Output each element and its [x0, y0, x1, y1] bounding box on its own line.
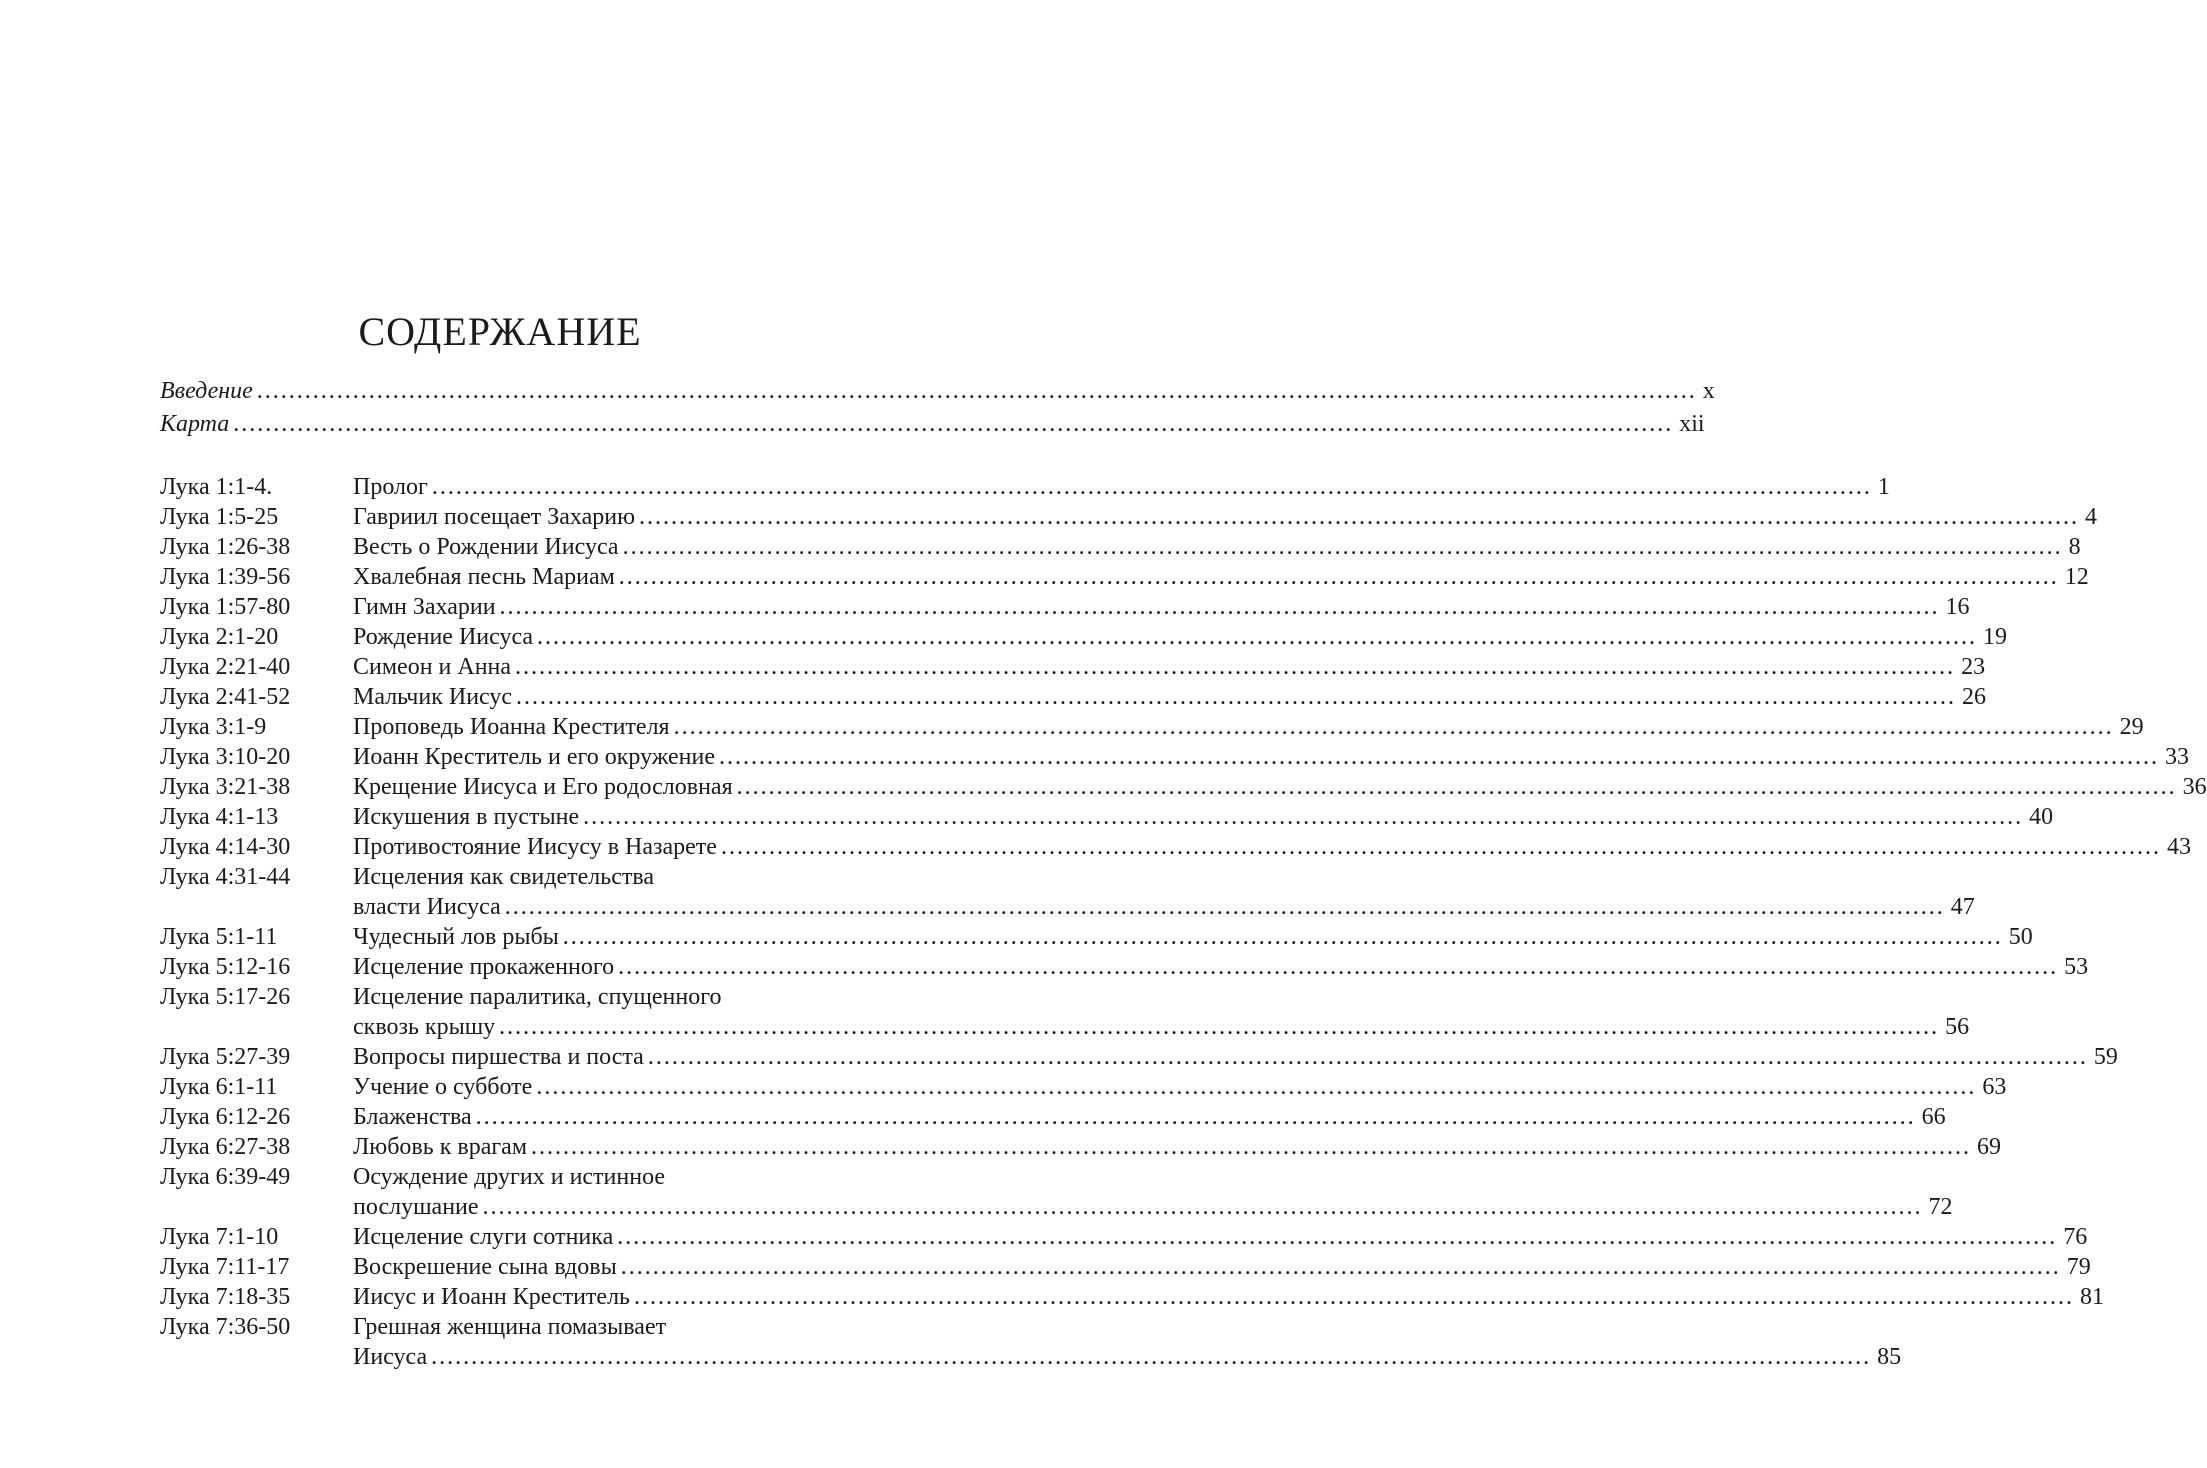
entry-title: Блаженства [353, 1104, 472, 1130]
toc-entry [160, 1252, 2091, 1282]
entry-body [353, 922, 2033, 952]
entry-title: власти Иисуса [353, 894, 501, 920]
toc-entry [160, 742, 2190, 772]
entry-body [353, 832, 2191, 862]
toc-front-entry [160, 378, 1715, 411]
entry-title-line [353, 772, 2207, 802]
dot-leader [737, 772, 2177, 802]
entry-title-line [353, 1012, 1969, 1042]
entry-page-number: 69 [1977, 1134, 2002, 1160]
toc-entry [160, 592, 1970, 622]
entry-title: Хвалебная песнь Мариам [353, 564, 615, 590]
scripture-reference: Лука 7:36-50 [160, 1314, 291, 1340]
toc-entry [160, 562, 2089, 592]
dot-leader [233, 411, 1673, 438]
entry-title: Чудесный лов рыбы [353, 924, 559, 950]
dot-leader [619, 562, 2059, 592]
entry-title-line [353, 922, 2033, 952]
entry-title-line [353, 622, 2007, 652]
entry-title-line [353, 952, 2088, 982]
front-matter-list [160, 378, 1715, 444]
entry-body [353, 502, 2097, 532]
toc-entry [160, 1312, 1902, 1372]
dot-leader [721, 832, 2161, 862]
entry-body [353, 802, 2053, 832]
entry-title-line [353, 502, 2097, 532]
entry-page-number: 43 [2166, 834, 2191, 860]
entry-title-line [353, 1072, 2006, 1102]
entry-page-number: 19 [1983, 624, 2008, 650]
dot-leader [639, 502, 2079, 532]
scripture-reference: Лука 4:31-44 [160, 864, 291, 890]
scripture-reference: Лука 1:5-25 [160, 504, 279, 530]
dot-leader [499, 1012, 1939, 1042]
entry-page-number: 50 [2008, 924, 2033, 950]
toc-entry [160, 862, 1975, 922]
entry-title-line [353, 892, 1975, 922]
entry-title-line [353, 652, 1985, 682]
entry-title-line [353, 1252, 2091, 1282]
scripture-reference: Лука 6:1-11 [160, 1074, 278, 1100]
entry-page-number: 53 [2064, 954, 2089, 980]
entry-title: Любовь к врагам [353, 1134, 528, 1160]
entry-title-line [353, 472, 1890, 502]
dot-leader [483, 1192, 1923, 1222]
dot-leader [516, 682, 1956, 712]
entry-body [353, 1312, 1901, 1372]
entry-title: Воскрешение сына вдовы [353, 1254, 617, 1280]
entry-title: Пролог [353, 474, 428, 500]
front-entry-page: xii [1679, 411, 1705, 437]
entry-title: Гимн Захарии [353, 594, 496, 620]
entry-body [353, 472, 1890, 502]
scripture-reference: Лука 1:26-38 [160, 534, 291, 560]
toc-entry [160, 982, 1970, 1042]
entry-page-number: 12 [2064, 564, 2089, 590]
entry-body [353, 982, 1969, 1042]
entry-page-number: 29 [2119, 714, 2144, 740]
entry-page-number: 59 [2093, 1044, 2118, 1070]
scripture-reference: Лука 1:39-56 [160, 564, 291, 590]
scripture-reference: Лука 7:1-10 [160, 1224, 279, 1250]
entry-title-line [353, 592, 1970, 622]
entry-title: Мальчик Иисус [353, 684, 513, 710]
entry-title: Иоанн Креститель и его окружение [353, 744, 716, 770]
dot-leader [648, 1042, 2088, 1072]
dot-leader [431, 1342, 1871, 1372]
entry-title: Иисус и Иоанн Креститель [353, 1284, 630, 1310]
toc-entry [160, 1102, 1946, 1132]
toc-entry [160, 652, 1986, 682]
entry-page-number: 4 [2085, 504, 2098, 530]
scripture-reference: Лука 2:41-52 [160, 684, 291, 710]
entry-body [353, 652, 1985, 682]
entry-title-line [353, 862, 1975, 892]
scripture-reference: Лука 3:10-20 [160, 744, 291, 770]
toc-list [160, 472, 2207, 1372]
entry-page-number: 33 [2165, 744, 2190, 770]
dot-leader [674, 712, 2114, 742]
entry-body [353, 1252, 2091, 1282]
scripture-reference: Лука 3:21-38 [160, 774, 291, 800]
entry-body [353, 1042, 2118, 1072]
entry-body [353, 592, 1970, 622]
entry-page-number: 79 [2066, 1254, 2091, 1280]
entry-page-number: 85 [1877, 1344, 1902, 1370]
entry-title-line [353, 682, 1986, 712]
toc-entry [160, 922, 2033, 952]
front-entry-label: Карта [160, 411, 230, 437]
dot-leader [563, 922, 2003, 952]
entry-page-number: 8 [2068, 534, 2081, 560]
dot-leader [515, 652, 1955, 682]
dot-leader [476, 1102, 1916, 1132]
scripture-reference: Лука 5:12-16 [160, 954, 291, 980]
entry-title-part: Исцеления как свидетельства [353, 864, 655, 890]
toc-entry [160, 622, 2008, 652]
scripture-reference: Лука 4:14-30 [160, 834, 291, 860]
scripture-reference: Лука 5:27-39 [160, 1044, 291, 1070]
entry-body [353, 1162, 1953, 1222]
entry-title-line [353, 1162, 1953, 1192]
entry-title: Гавриил посещает Захарию [353, 504, 636, 530]
entry-page-number: 16 [1945, 594, 1970, 620]
entry-page-number: 47 [1950, 894, 1975, 920]
entry-page-number: 72 [1928, 1194, 1953, 1220]
entry-title-line [353, 1282, 2104, 1312]
entry-body [353, 1132, 2001, 1162]
entry-title-line [353, 832, 2191, 862]
entry-page-number: 66 [1921, 1104, 1946, 1130]
entry-title: Исцеление слуги сотника [353, 1224, 614, 1250]
entry-title: Исцеление прокаженного [353, 954, 615, 980]
toc-entry [160, 682, 1987, 712]
dot-leader [621, 1252, 2061, 1282]
entry-title-line [353, 532, 2081, 562]
page-title: СОДЕРЖАНИЕ [358, 309, 642, 354]
entry-page-number: 26 [1962, 684, 1987, 710]
scripture-reference: Лука 5:1-11 [160, 924, 278, 950]
scripture-reference: Лука 7:11-17 [160, 1254, 290, 1280]
dot-leader [505, 892, 1945, 922]
entry-body [353, 712, 2144, 742]
entry-page-number: 36 [2182, 774, 2207, 800]
dot-leader [719, 742, 2159, 772]
scripture-reference: Лука 5:17-26 [160, 984, 291, 1010]
scripture-reference: Лука 2:21-40 [160, 654, 291, 680]
entry-title: Весть о Рождении Иисуса [353, 534, 619, 560]
entry-page-number: 63 [1982, 1074, 2007, 1100]
entry-body [353, 622, 2007, 652]
scripture-reference: Лука 6:27-38 [160, 1134, 291, 1160]
dot-leader [432, 472, 1872, 502]
entry-title-line [353, 562, 2089, 592]
scripture-reference: Лука 7:18-35 [160, 1284, 291, 1310]
toc-entry [160, 1072, 2007, 1102]
entry-body [353, 1282, 2104, 1312]
entry-body [353, 532, 2081, 562]
entry-title: Искушения в пустыне [353, 804, 580, 830]
toc-entry [160, 1282, 2104, 1312]
entry-title: Иисуса [353, 1344, 428, 1370]
entry-page-number: 40 [2029, 804, 2054, 830]
entry-title-line [353, 1222, 2087, 1252]
dot-leader [537, 622, 1977, 652]
entry-body [353, 952, 2088, 982]
entry-page-number: 76 [2063, 1224, 2088, 1250]
entry-title-line [353, 982, 1969, 1012]
toc-entry [160, 802, 2054, 832]
entry-title: Рождение Иисуса [353, 624, 534, 650]
entry-page-number: 56 [1945, 1014, 1970, 1040]
dot-leader [583, 802, 2023, 832]
entry-title: Учение о субботе [353, 1074, 533, 1100]
entry-title: послушание [353, 1194, 479, 1220]
toc-entry [160, 1162, 1953, 1222]
entry-title: Противостояние Иисусу в Назарете [353, 834, 717, 860]
toc-entry [160, 832, 2191, 862]
entry-body [353, 1072, 2006, 1102]
dot-leader [257, 378, 1697, 405]
dot-leader [500, 592, 1940, 622]
toc-entry [160, 712, 2144, 742]
entry-title: сквозь крышу [353, 1014, 496, 1040]
dot-leader [617, 1222, 2057, 1252]
dot-leader [623, 532, 2063, 562]
entry-title-line [353, 1132, 2001, 1162]
toc-entry [160, 772, 2207, 802]
entry-title-part: Исцеление паралитика, спущенного [353, 984, 722, 1010]
entry-title-part: Грешная женщина помазывает [353, 1314, 667, 1340]
scripture-reference: Лука 6:39-49 [160, 1164, 291, 1190]
entry-title: Вопросы пиршества и поста [353, 1044, 644, 1070]
entry-body [353, 862, 1975, 922]
entry-title-line [353, 802, 2053, 832]
entry-body [353, 1102, 1946, 1132]
entry-body [353, 742, 2189, 772]
toc-entry [160, 1132, 2002, 1162]
entry-title: Симеон и Анна [353, 654, 512, 680]
scripture-reference: Лука 1:57-80 [160, 594, 291, 620]
dot-leader [634, 1282, 2074, 1312]
entry-title-line [353, 1102, 1946, 1132]
entry-body [353, 1222, 2087, 1252]
entry-title-line [353, 742, 2189, 772]
scripture-reference: Лука 1:1-4. [160, 474, 273, 500]
scripture-reference: Лука 3:1-9 [160, 714, 267, 740]
entry-page-number: 23 [1961, 654, 1986, 680]
dot-leader [618, 952, 2058, 982]
dot-leader [536, 1072, 1976, 1102]
entry-page-number: 81 [2079, 1284, 2104, 1310]
entry-title-line [353, 712, 2144, 742]
toc-entry [160, 532, 2081, 562]
toc-entry [160, 502, 2098, 532]
toc-entry [160, 1222, 2088, 1252]
entry-title: Проповедь Иоанна Крестителя [353, 714, 670, 740]
entry-body [353, 772, 2207, 802]
scripture-reference: Лука 2:1-20 [160, 624, 279, 650]
toc-entry [160, 1042, 2118, 1072]
scripture-reference: Лука 6:12-26 [160, 1104, 291, 1130]
entry-title-part: Осуждение других и истинное [353, 1164, 666, 1190]
front-entry-page: x [1702, 378, 1715, 404]
entry-body [353, 562, 2089, 592]
entry-title-line [353, 1312, 1901, 1342]
dot-leader [531, 1132, 1971, 1162]
front-entry-label: Введение [160, 378, 253, 404]
entry-title-line [353, 1192, 1953, 1222]
toc-entry [160, 952, 2089, 982]
scripture-reference: Лука 4:1-13 [160, 804, 279, 830]
entry-title-line [353, 1342, 1901, 1372]
entry-title-line [353, 1042, 2118, 1072]
toc-front-entry [160, 411, 1705, 444]
entry-title: Крещение Иисуса и Его родословная [353, 774, 733, 800]
entry-body [353, 682, 1986, 712]
entry-page-number: 1 [1877, 474, 1890, 500]
toc-entry [160, 472, 1890, 502]
